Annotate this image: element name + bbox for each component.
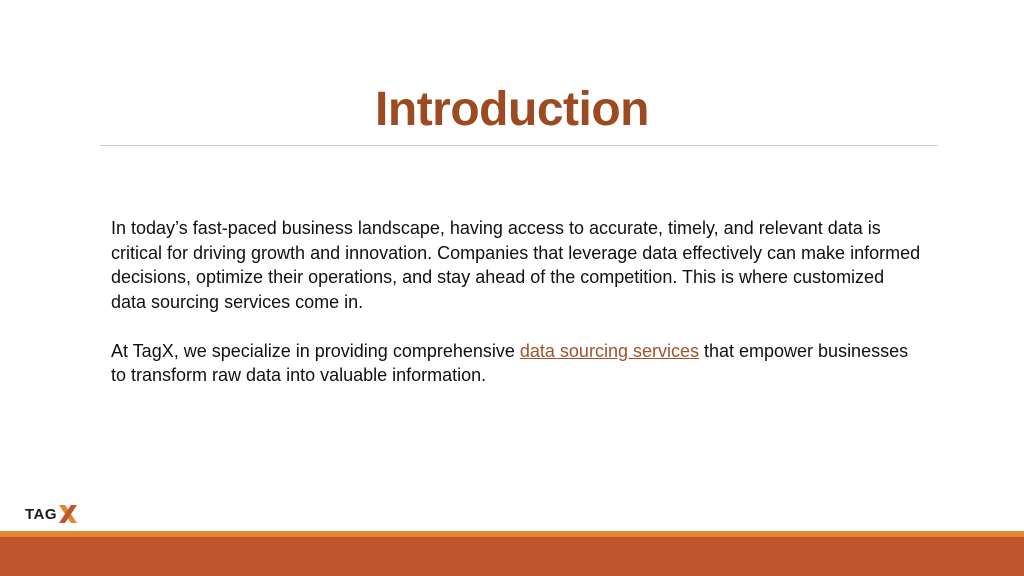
paragraph-tagx-end: that empower businesses to transform raw data into valuable information.: [111, 340, 909, 385]
logo-text: TAG: [25, 505, 58, 523]
data-sourcing-services-link[interactable]: data sourcing services: [519, 340, 699, 361]
paragraph-intro: In today’s fast-paced business landscape, having access to accurate, timely, and relevant data is critical for driving growth and innovation. Companies that leverage data effectively can make informed decisions, optimize their operations, and stay ahead of the competition. This is where customized data sourcing services come in.: [111, 218, 921, 312]
tagx-logo: [25, 503, 78, 525]
body-text: [111, 216, 921, 388]
footer-bar: [0, 537, 1024, 576]
slide-title: Introduction: [375, 83, 649, 136]
paragraph-tagx-start: At TagX, we specialize in providing comprehensive: [111, 340, 520, 361]
tagx-logo-icon: [58, 504, 78, 524]
paragraph-tagx: [111, 339, 921, 388]
title-divider: [100, 145, 938, 146]
